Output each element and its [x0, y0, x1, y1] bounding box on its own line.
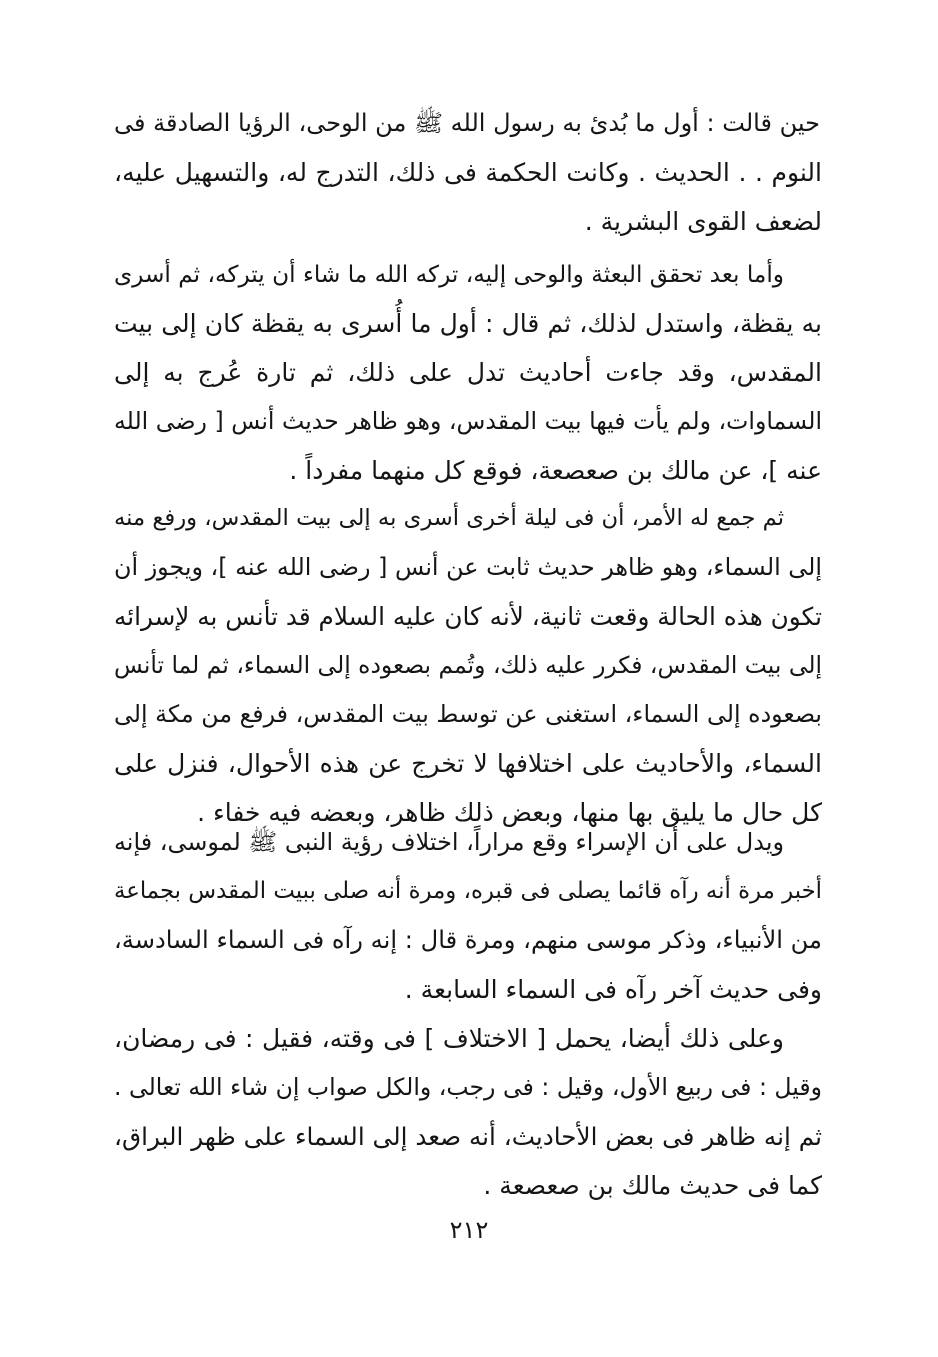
text-line: أخبر مرة أنه رآه قائما يصلى فى قبره، ومرة أنه صلى ببيت المقدس بجماعة — [114, 878, 822, 904]
text-line: إلى بيت المقدس، فكرر عليه ذلك، وتُمم بصعوده إلى السماء، ثم لما تأنس — [114, 651, 822, 679]
text-line: وقيل : فى ربيع الأول، وقيل : فى رجب، والكل صواب إن شاء الله تعالى . — [114, 1073, 822, 1101]
page-number: ٢١٢ — [449, 1216, 489, 1244]
text-line: ثم إنه ظاهر فى بعض الأحاديث، أنه صعد إلى السماء على ظهر البراق، — [114, 1122, 822, 1151]
text-line: السماء، والأحاديث على اختلافها لا تخرج عن هذه الأحوال، فنزل على — [114, 749, 822, 778]
paragraph-1 — [114, 99, 822, 246]
text-line: لضعف القوى البشرية . — [584, 207, 822, 236]
text-line: النوم . . الحديث . وكانت الحكمة فى ذلك، التدرج له، والتسهيل عليه، — [114, 158, 822, 187]
text-line: بصعوده إلى السماء، استغنى عن توسط بيت المقدس، فرفع من مكة إلى — [114, 700, 822, 728]
paragraph-4 — [114, 818, 822, 1014]
text-line: تكون هذه الحالة وقعت ثانية، لأنه كان عليه السلام قد تأنس به لإسرائه — [114, 602, 822, 631]
text-line: حين قالت : أول ما بُدئ به رسول الله ﷺ من الوحى، الرؤيا الصادقة فى — [114, 109, 820, 137]
paragraph-5 — [114, 1014, 822, 1210]
text-line: وفى حديث آخر رآه فى السماء السابعة . — [404, 975, 822, 1004]
paragraph-2 — [114, 250, 822, 495]
text-line: من الأنبياء، وذكر موسى منهم، ومرة قال : إنه رآه فى السماء السادسة، — [114, 926, 822, 954]
text-line: السماوات، ولم يأت فيها بيت المقدس، وهو ظاهر حديث أنس [ رضى الله — [114, 407, 822, 435]
text-line: إلى السماء، وهو ظاهر حديث ثابت عن أنس [ رضى الله عنه ]، ويجوز أن — [114, 553, 822, 581]
paragraph-3 — [114, 494, 822, 837]
text-line: وعلى ذلك أيضا، يحمل [ الاختلاف ] فى وقته، فقيل : فى رمضان، — [114, 1024, 784, 1053]
text-line: به يقظة، واستدل لذلك، ثم قال : أول ما أُسرى به يقظة كان إلى بيت — [114, 309, 822, 338]
text-line: عنه ]، عن مالك بن صعصعة، فوقع كل منهما مفرداً . — [289, 456, 822, 485]
text-line: ثم جمع له الأمر، أن فى ليلة أخرى أسرى به إلى بيت المقدس، ورفع منه — [114, 505, 784, 531]
text-line: كما فى حديث مالك بن صعصعة . — [483, 1171, 822, 1200]
text-line: كل حال ما يليق بها منها، وبعض ذلك ظاهر، وبعضه فيه خفاء . — [197, 798, 822, 827]
text-line: المقدس، وقد جاءت أحاديث تدل على ذلك، ثم تارة عُرج به إلى — [114, 358, 822, 387]
text-line: ويدل على أن الإسراء وقع مراراً، اختلاف رؤية النبى ﷺ لموسى، فإنه — [114, 828, 784, 856]
text-line: وأما بعد تحقق البعثة والوحى إليه، تركه الله ما شاء أن يتركه، ثم أسرى — [114, 261, 784, 288]
